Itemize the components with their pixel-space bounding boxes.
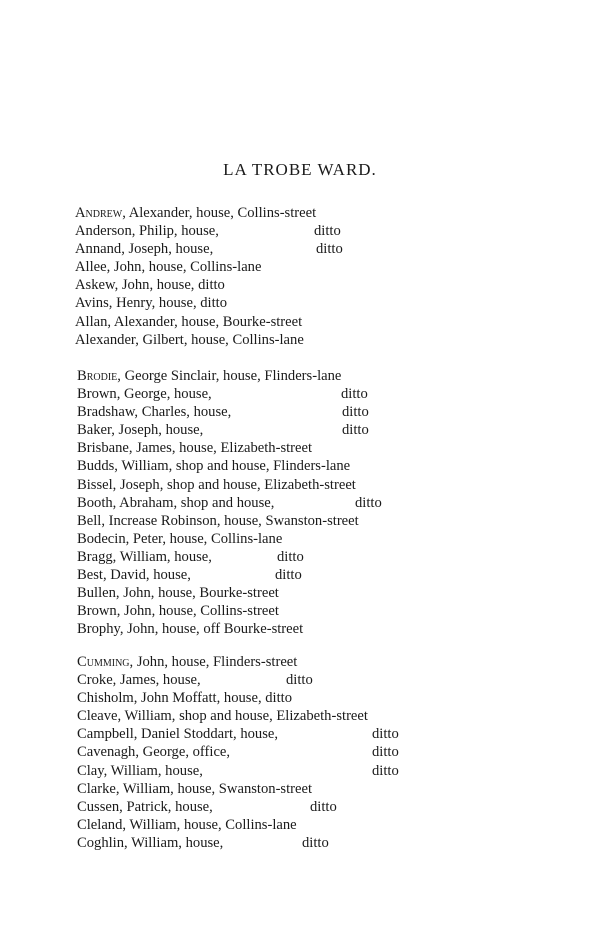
ditto-mark: ditto — [342, 404, 369, 421]
entry-text: Baker, Joseph, house, — [77, 422, 204, 439]
list-item — [77, 798, 600, 816]
list-item — [75, 294, 600, 312]
list-item — [77, 834, 600, 852]
entry-text: Croke, James, house, — [77, 672, 201, 689]
list-item — [77, 512, 600, 530]
entry-text: Budds, William, shop and house, Flinders-lane — [77, 458, 351, 475]
list-item — [77, 653, 600, 671]
entry-text: Andrew, Alexander, house, Collins-street — [75, 205, 317, 221]
entry-text: Brown, George, house, — [77, 386, 212, 403]
list-item — [77, 725, 600, 743]
entry-text: Clarke, William, house, Swanston-street — [77, 780, 313, 797]
list-item — [75, 276, 600, 294]
list-item — [75, 331, 600, 349]
entry-text: Cavenagh, George, office, — [77, 744, 231, 761]
entry-text: Annand, Joseph, house, — [75, 241, 214, 258]
ditto-mark: ditto — [372, 744, 399, 761]
ditto-mark: ditto — [342, 422, 369, 439]
list-item — [75, 204, 600, 222]
ditto-mark: ditto — [275, 567, 302, 584]
entry-text: Brophy, John, house, off Bourke-street — [77, 621, 304, 638]
list-item — [75, 222, 600, 240]
entry-text: Avins, Henry, house, ditto — [75, 295, 228, 312]
ditto-mark: ditto — [355, 494, 382, 511]
entry-text: Bragg, William, house, — [77, 548, 212, 565]
ditto-mark: ditto — [341, 386, 368, 403]
list-item — [77, 762, 600, 780]
ditto-mark: ditto — [372, 726, 399, 743]
entry-text: Brisbane, James, house, Elizabeth-street — [77, 440, 313, 457]
entry-text: Chisholm, John Moffatt, house, ditto — [77, 690, 292, 707]
list-item — [77, 494, 600, 512]
ditto-mark: ditto — [277, 548, 304, 565]
list-item — [77, 530, 600, 548]
list-item — [77, 584, 600, 602]
page-title: LA TROBE WARD. — [223, 160, 377, 179]
list-item — [77, 780, 600, 798]
section-b — [77, 367, 600, 638]
entry-text: Best, David, house, — [77, 567, 191, 584]
entry-text: Cleave, William, shop and house, Elizabeth-street — [77, 708, 368, 725]
entry-text: Cussen, Patrick, house, — [77, 798, 213, 815]
list-item — [77, 548, 600, 566]
entry-text: Cumming, John, house, Flinders-street — [77, 654, 298, 670]
list-item — [77, 421, 600, 439]
entry-text: Cleland, William, house, Collins-lane — [77, 816, 297, 833]
entry-text: Bodecin, Peter, house, Collins-lane — [77, 530, 283, 547]
entry-text: Clay, William, house, — [77, 762, 203, 779]
ditto-mark: ditto — [372, 762, 399, 779]
ditto-mark: ditto — [310, 798, 337, 815]
entry-text: Bradshaw, Charles, house, — [77, 404, 232, 421]
list-item — [75, 313, 600, 331]
entry-text: Brown, John, house, Collins-street — [77, 603, 279, 620]
list-item — [77, 566, 600, 584]
list-item — [77, 367, 600, 385]
entry-text: Askew, John, house, ditto — [75, 277, 225, 294]
list-item — [77, 689, 600, 707]
entry-text: Bissel, Joseph, shop and house, Elizabeth-street — [77, 476, 356, 493]
ditto-mark: ditto — [314, 223, 341, 240]
list-item — [77, 385, 600, 403]
list-item — [77, 671, 600, 689]
entry-text: Allan, Alexander, house, Bourke-street — [75, 313, 303, 330]
section-a — [75, 204, 600, 349]
list-item — [77, 439, 600, 457]
ditto-mark: ditto — [302, 834, 329, 851]
entry-text: Alexander, Gilbert, house, Collins-lane — [75, 331, 304, 348]
entry-text: Campbell, Daniel Stoddart, house, — [77, 726, 279, 743]
entry-text: Brodie, George Sinclair, house, Flinders-lane — [77, 368, 342, 384]
ditto-mark: ditto — [316, 241, 343, 258]
section-c — [77, 653, 600, 852]
entry-text: Coghlin, William, house, — [77, 834, 224, 851]
entry-text: Booth, Abraham, shop and house, — [77, 494, 275, 511]
list-item — [77, 620, 600, 638]
entry-text: Bell, Increase Robinson, house, Swanston-street — [77, 512, 359, 529]
entry-text: Anderson, Philip, house, — [75, 223, 219, 240]
list-item — [77, 403, 600, 421]
list-item — [77, 816, 600, 834]
list-item — [77, 602, 600, 620]
list-item — [77, 476, 600, 494]
list-item — [77, 743, 600, 761]
ditto-mark: ditto — [286, 672, 313, 689]
entry-text: Allee, John, house, Collins-lane — [75, 259, 262, 276]
list-item — [75, 240, 600, 258]
list-item — [77, 707, 600, 725]
list-item — [77, 457, 600, 475]
list-item — [75, 258, 600, 276]
entry-text: Bullen, John, house, Bourke-street — [77, 585, 279, 602]
